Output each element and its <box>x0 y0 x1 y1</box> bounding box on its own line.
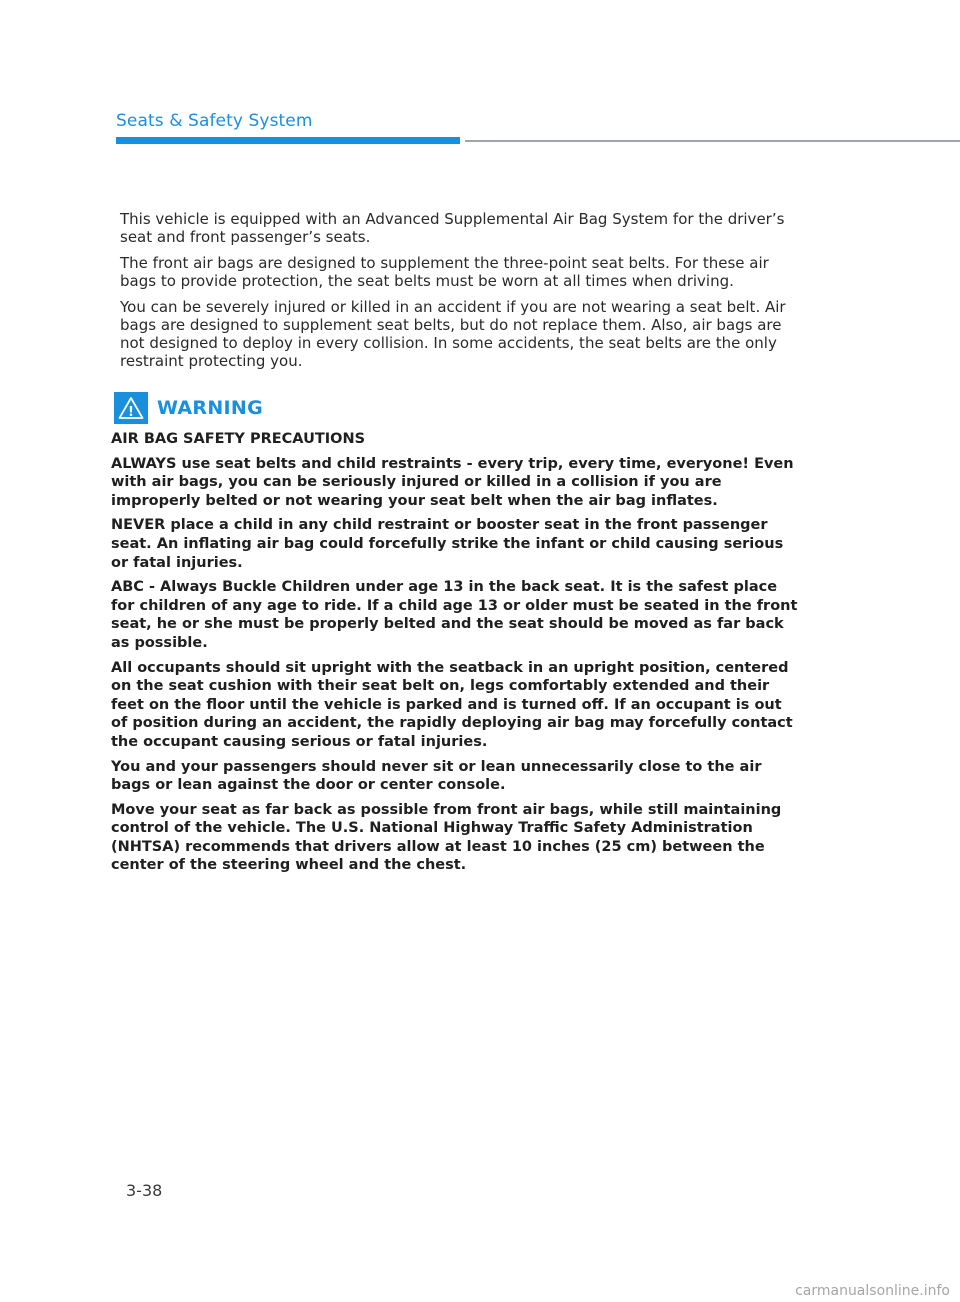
section-title: Seats & Safety System <box>116 111 313 131</box>
header-rule-accent <box>116 137 460 144</box>
warning-triangle-icon <box>114 392 148 424</box>
warning-paragraph: ALWAYS use seat belts and child restraints - every trip, every time, everyone! Even with air bags, you can be seriously injured or killed in a collision if you are improperly belted or not wearing your seat belt when the air bag inflates. <box>111 455 794 509</box>
warning-paragraph: NEVER place a child in any child restraint or booster seat in the front passenger seat. An inflating air bag could forcefully strike the infant or child causing serious or fatal injuries. <box>111 517 784 571</box>
warning-header <box>114 392 796 424</box>
warning-subheading: AIR BAG SAFETY PRECAUTIONS <box>111 431 366 447</box>
intro-paragraph: You can be severely injured or killed in an accident if you are not wearing a seat belt. Air bags are designed to supplement seat belts, but do not replace them. Also, air bags are not designed to deploy in every collision. In some accidents, the seat belts are the only restraint protecting you. <box>120 298 786 370</box>
header-rule <box>465 140 960 142</box>
warning-paragraph: ABC - Always Buckle Children under age 13 in the back seat. It is the safest place for children of any age to ride. If a child age 13 or older must be seated in the front seat, he or she must be properly belted and the seat should be moved as far back as possible. <box>111 579 798 651</box>
intro-paragraph: The front air bags are designed to supplement the three-point seat belts. For these air bags to provide protection, the seat belts must be worn at all times when driving. <box>120 254 769 290</box>
intro-paragraph: This vehicle is equipped with an Advanced Supplemental Air Bag System for the driver’s seat and front passenger’s seats. <box>120 210 785 246</box>
warning-paragraph: Move your seat as far back as possible from front air bags, while still maintaining control of the vehicle. The U.S. National Highway Traffic Safety Administration (NHTSA) recommends that drivers allow at least 10 inches (25 cm) between the center of the steering wheel and the chest. <box>111 801 782 874</box>
page-content <box>111 210 798 881</box>
warning-paragraph: You and your passengers should never sit or lean unnecessarily close to the air bags or lean against the door or center console. <box>111 758 762 794</box>
warning-title: WARNING <box>157 397 264 419</box>
page-number: 3-38 <box>126 1181 163 1200</box>
watermark: carmanualsonline.info <box>795 1283 950 1299</box>
warning-body <box>111 430 801 875</box>
warning-paragraph: All occupants should sit upright with the seatback in an upright position, centered on the seat cushion with their seat belt on, legs comfortably extended and their feet on the floor until the vehicle is parked and is turned off. If an occupant is out of position during an accident, the rapidly deploying air bag may forcefully contact the occupant causing serious or fatal injuries. <box>111 659 793 750</box>
warning-icon-glyph: ! <box>128 405 134 420</box>
